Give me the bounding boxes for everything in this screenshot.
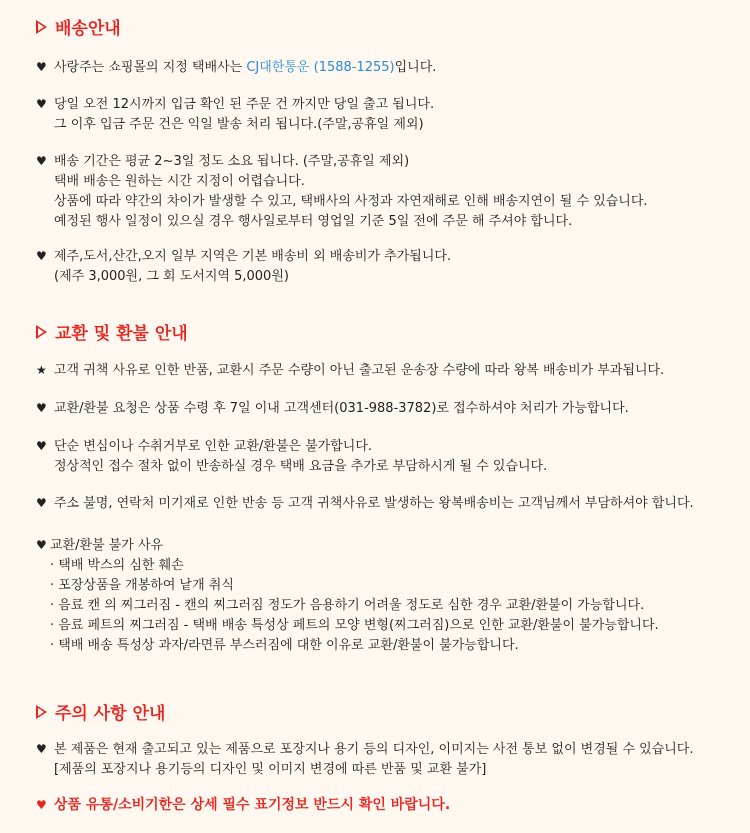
list-item: · 택배 박스의 심한 훼손	[50, 558, 184, 573]
heart-icon: ♥	[36, 798, 47, 812]
heart-icon: ♥	[36, 401, 47, 415]
shipping-extra-fee-para: ♥ 제주,도서,산간,오지 일부 지역은 기본 배송비 외 배송비가 추가됩니다. (제주 3,000원, 그 회 도서지역 5,000원)	[36, 246, 451, 287]
heart-icon: ♥	[36, 538, 47, 552]
notice-expiry-para: ♥ 상품 유통/소비기한은 상세 필수 표기정보 반드시 확인 바랍니다.	[36, 797, 451, 813]
heart-icon: ♥	[36, 97, 47, 111]
triangle-right-icon	[36, 325, 47, 339]
list-item: · 음료 페트의 찌그러짐 - 택배 배송 특성상 페트의 모양 변형(찌그러짐)으로 인한 교환/환불이 불가능합니다.	[50, 618, 659, 633]
star-icon: ★	[36, 363, 47, 377]
list-item: · 포장상품을 개봉하여 낱개 취식	[50, 578, 234, 593]
shipping-cutoff-para: ♥ 당일 오전 12시까지 입금 확인 된 주문 건 까지만 당일 출고 됩니다. 그 이후 입금 주문 건은 익일 발송 처리 됩니다.(주말,공휴일 제외)	[36, 94, 434, 135]
heart-icon: ♥	[36, 742, 47, 756]
refund-change-mind-para: ♥ 단순 변심이나 수취거부로 인한 교환/환불은 불가합니다. 정상적인 접수 절차 없이 반송하실 경우 택배 요금을 추가로 부담하시게 될 수 있습니다.	[36, 436, 547, 477]
triangle-right-icon	[36, 20, 47, 34]
refund-address-para: ♥ 주소 불명, 연락처 미기재로 인한 반송 등 고객 귀책사유로 발생하는 왕복배송비는 고객님께서 부담하셔야 합니다.	[36, 493, 694, 514]
heart-icon: ♥	[36, 60, 47, 74]
heart-icon: ♥	[36, 154, 47, 168]
list-item: · 음료 캔 의 찌그러짐 - 캔의 찌그러짐 정도가 음용하기 어려울 정도로 심한 경우 교환/환불이 가능합니다.	[50, 598, 645, 613]
refund-exceptions-para: ♥ 교환/환불 불가 사유 · 택배 박스의 심한 훼손 · 포장상품을 개봉하여 낱개 취식 · 음료 캔 의 찌그러짐 - 캔의 찌그러짐 정도가 음용하기 어려울 정도로 심한 경우 교환/환불이 가능합니다. · 음료 페트의 찌그러짐 - 택배 배송 특성상 페트의 모양 변형(찌그러짐)으로 인한 교환/환불이 불가능합니다. · 택배 배송 특성상 과자/라면류 부스러짐에 대한 이유로 교환/환불이 불가능합니다.	[36, 535, 659, 656]
refund-request-para: ♥ 교환/환불 요청은 상품 수령 후 7일 이내 고객센터(031-988-3782)로 접수하셔야 처리가 가능합니다.	[36, 398, 629, 419]
list-item: · 택배 배송 특성상 과자/라면류 부스러짐에 대한 이유로 교환/환불이 불가능합니다.	[50, 638, 519, 653]
shipping-title: 배송안내	[36, 14, 121, 39]
shipping-period-para: ♥ 배송 기간은 평균 2~3일 정도 소요 됩니다. (주말,공휴일 제외) 택배 배송은 원하는 시간 지정이 어렵습니다. 상품에 따라 약간의 차이가 발생할 수 있고, 택배사의 사정과 자연재해로 인해 배송지연이 될 수 있습니다. 예정된 행사 일정이 있으실 경우 행사일로부터 영업일 기준 5일 전에 주문 해 주셔야 합니다.	[36, 151, 648, 232]
triangle-right-icon	[36, 705, 47, 719]
refund-fee-para: ★ 고객 귀책 사유로 인한 반품, 교환시 주문 수량이 아닌 출고된 운송장 수량에 따라 왕복 배송비가 부과됩니다.	[36, 360, 664, 381]
heart-icon: ♥	[36, 439, 47, 453]
heart-icon: ♥	[36, 496, 47, 510]
heart-icon: ♥	[36, 249, 47, 263]
notice-title: 주의 사항 안내	[36, 699, 165, 724]
courier-name: CJ대한통운 (1588-1255)	[246, 60, 395, 75]
notice-design-para: ♥ 본 제품은 현재 출고되고 있는 제품으로 포장지나 용기 등의 디자인, 이미지는 사전 통보 없이 변경될 수 있습니다. [제품의 포장지나 용기등의 디자인 및 이미지 변경에 따른 반품 및 교환 불가]	[36, 739, 694, 780]
refund-title: 교환 및 환불 안내	[36, 319, 188, 344]
shipping-courier-para: ♥ 사랑주는 쇼핑몰의 지정 택배사는 CJ대한통운 (1588-1255)입니다.	[36, 57, 436, 78]
